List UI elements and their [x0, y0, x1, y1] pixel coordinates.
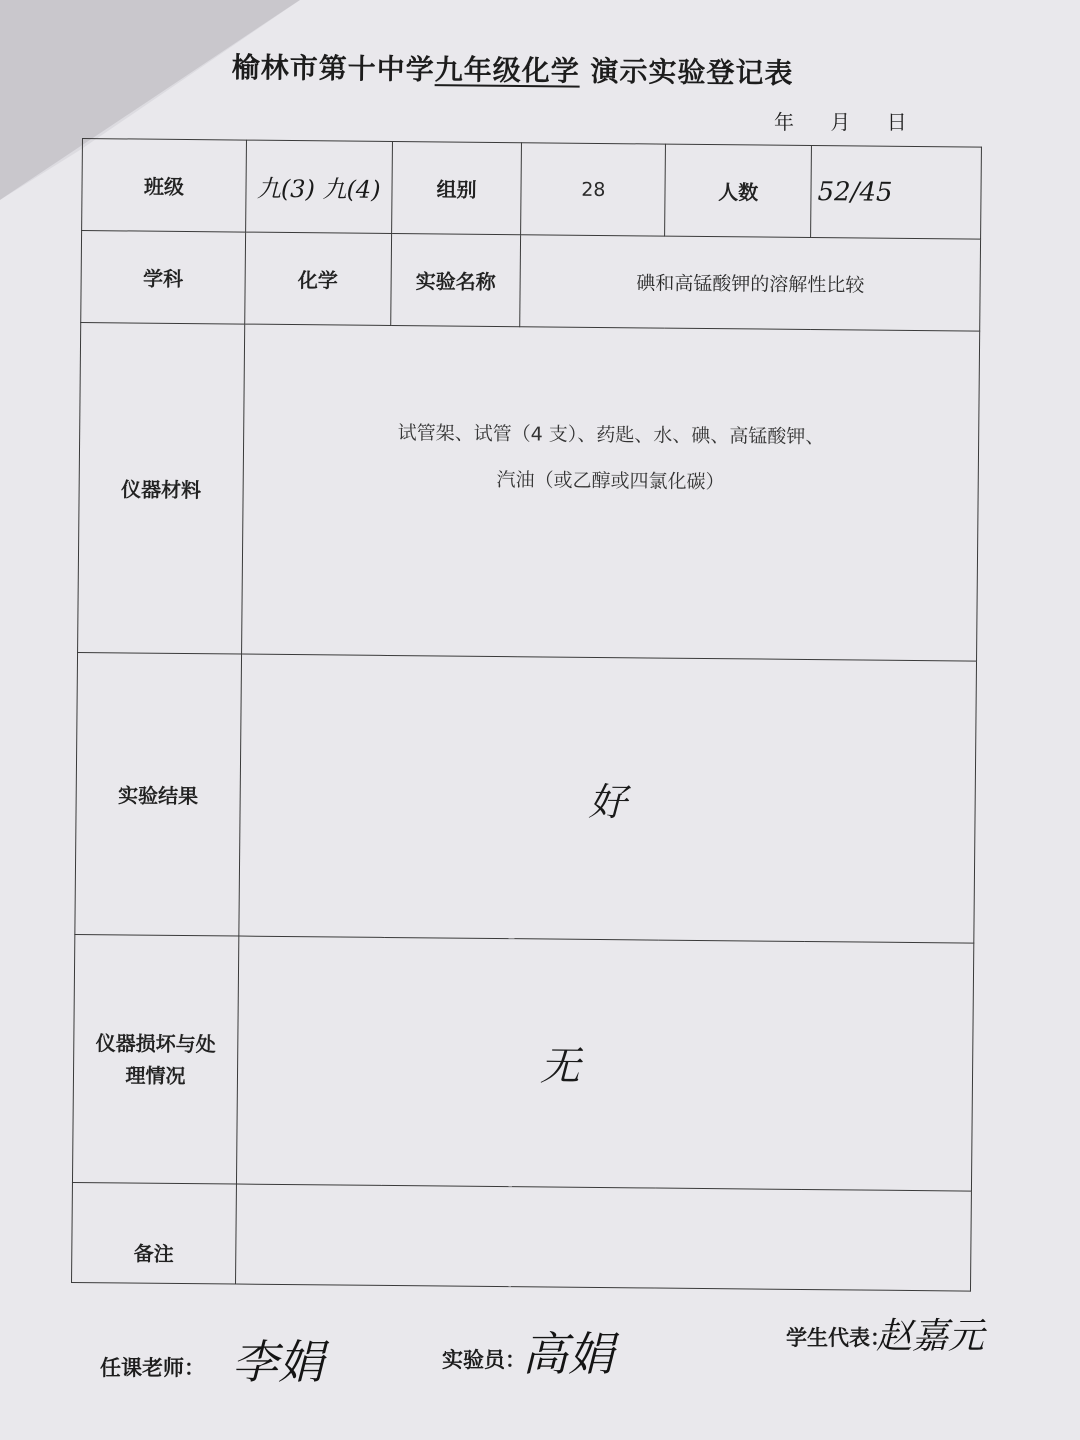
- group-label: 组别: [391, 141, 522, 234]
- form-title: [232, 46, 794, 92]
- count-label: 人数: [665, 144, 812, 237]
- damage-label: [72, 934, 238, 1184]
- date-year: 年: [774, 110, 794, 134]
- lab-assistant-signature: 高娟: [522, 1327, 614, 1381]
- table-row: [75, 652, 977, 943]
- group-value: 28: [521, 143, 666, 236]
- date-day: 日: [886, 110, 907, 134]
- damage-label-line-1: 仪器损坏与处: [95, 1030, 216, 1056]
- student-representative-label: 学生代表：: [786, 1326, 891, 1350]
- table-row: [81, 231, 981, 332]
- title-grade-subject: 九年级化学: [434, 53, 580, 88]
- materials-label: 仪器材料: [78, 322, 245, 654]
- table-row: [72, 1182, 972, 1291]
- materials-cell: [241, 324, 979, 661]
- materials-line-2: 汽油（或乙醇或四氯化碳）: [496, 468, 725, 494]
- title-school: 榆林市第十中学: [231, 50, 435, 87]
- teacher-signature: 李娟: [232, 1335, 324, 1389]
- teacher-label: 任课老师：: [100, 1356, 205, 1380]
- subject-value: 化学: [245, 232, 392, 325]
- result-value: 好: [239, 654, 977, 943]
- registration-table: [71, 138, 982, 1292]
- lab-assistant-label: 实验员：: [442, 1348, 526, 1372]
- title-form-name: 演示实验登记表: [579, 54, 794, 90]
- remarks-value: [235, 1184, 971, 1291]
- experiment-name-value: 碘和高锰酸钾的溶解性比较: [520, 235, 980, 331]
- date-month: 月: [830, 110, 851, 134]
- damage-label-line-2: 理情况: [125, 1062, 186, 1088]
- materials-line-1: 试管架、试管（4 支）、药匙、水、碘、高锰酸钾、: [397, 422, 825, 449]
- result-label: 实验结果: [75, 652, 241, 936]
- student-representative-signature: 赵嘉元: [876, 1316, 985, 1357]
- table-row: [78, 322, 980, 661]
- class-value: 九(3) 九(4): [245, 140, 392, 233]
- subject-label: 学科: [81, 231, 246, 325]
- experiment-name-label: 实验名称: [390, 233, 521, 326]
- count-value: 52/45: [811, 146, 982, 240]
- table-row: [82, 139, 982, 240]
- damage-value: 无: [236, 936, 974, 1191]
- remarks-label: 备注: [72, 1182, 237, 1284]
- table-row: [72, 934, 973, 1191]
- date-line: [774, 106, 937, 135]
- class-label: 班级: [82, 139, 247, 233]
